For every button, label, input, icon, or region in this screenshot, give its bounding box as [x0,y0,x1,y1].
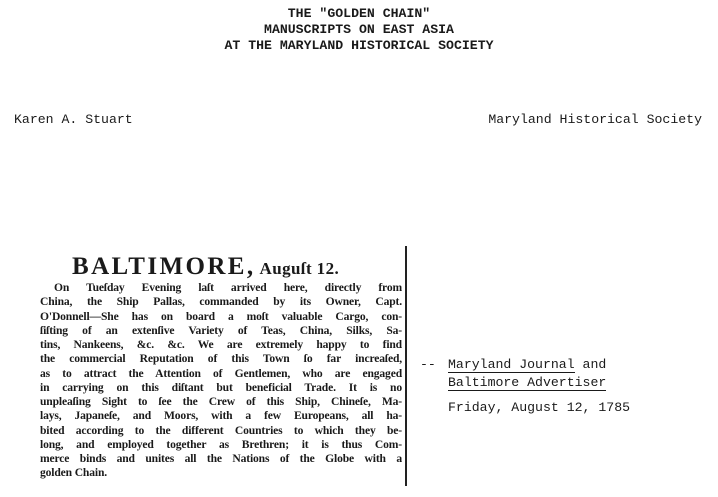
clipping-line: golden Chain. [40,466,107,480]
author-name: Karen A. Stuart [14,112,133,127]
clipping-date: Auguſt 12. [259,259,340,278]
clipping-line: bited according to the different Countries to which they be- [40,423,402,437]
clipping-line: China, the Ship Pallas, commanded by its Owner, Capt. [40,295,402,309]
title-line: AT THE MARYLAND HISTORICAL SOCIETY [224,38,494,53]
citation-date: Friday, August 12, 1785 [448,400,631,415]
clipping-heading [72,255,402,282]
citation-row [420,374,630,392]
citation-and: and [582,357,607,372]
document-title [0,6,718,54]
title-line: MANUSCRIPTS ON EAST ASIA [264,22,454,37]
clipping-line: tins, Nankeens, &c. &c. We are extremely happy to find [40,338,402,351]
citation-advertiser: Baltimore Advertiser [448,375,607,390]
clipping-line: merce binds and unites all the Nations of the Globe with a [40,452,402,465]
clipping-line: as to attract the Attention of Gentlemen, who are engaged [40,366,402,380]
clipping-line: the commercial Reputation of this Town ſo far increaſed, [40,352,402,366]
citation-row [420,356,630,374]
title-line: THE "GOLDEN CHAIN" [287,6,431,21]
clipping-city: BALTIMORE, [72,253,256,280]
clipping-line: unpleaſing Sight to ſee the Crew of this Ship, Chineſe, Ma- [40,395,402,408]
clipping-line: in carrying on this diſtant but beneficial Trade. It is no [40,380,402,394]
newspaper-clipping [40,246,406,490]
citation-row [420,399,630,417]
clipping-line: On Tueſday Evening laſt arrived here, directly from [54,281,402,294]
column-rule [405,246,407,486]
clipping-body [40,281,402,481]
author-affiliation: Maryland Historical Society [488,112,702,127]
clipping-line: ſiſting of an extenſive Variety of Teas, China, Silks, Sa- [40,323,402,337]
citation-dash: -- [420,357,436,372]
citation [420,356,630,417]
clipping-line: lays, Japaneſe, and Moors, with a few Europeans, all ha- [40,409,402,423]
clipping-line: long, and employed together as Brethren; it is thus Com- [40,437,402,451]
citation-journal: Maryland Journal [448,357,575,372]
clipping-line: O'Donnell—She has on board a moſt valuable Cargo, con- [40,309,402,323]
